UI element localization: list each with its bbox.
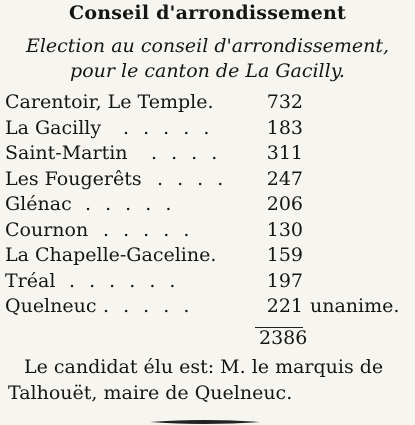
vote-count: 247	[266, 167, 303, 190]
vote-count: 183	[266, 116, 303, 139]
vote-count: 159	[266, 244, 303, 266]
vote-count: 197	[266, 269, 303, 292]
commune-name: Glénac	[5, 193, 72, 215]
vote-count: 221	[266, 295, 303, 317]
subtitle-line-2: pour le canton de La Gacilly.	[70, 60, 345, 82]
result-row	[5, 90, 405, 116]
leader-dots: . . . . .	[85, 193, 176, 215]
commune-name: Quelneuc	[5, 295, 97, 317]
unanimous-note: unanime.	[310, 295, 400, 317]
vote-count: 206	[266, 193, 303, 215]
leader-dots: . . . . .	[103, 218, 194, 241]
leader-dots: . . . . . .	[69, 269, 180, 292]
leader-dots: . . . .	[151, 142, 222, 164]
commune-name: Carentoir, Le Temple.	[5, 91, 214, 113]
vote-count: 311	[266, 142, 303, 164]
result-row	[5, 269, 405, 295]
leader-dots: . . . .	[157, 167, 228, 190]
vote-count: 130	[266, 218, 303, 241]
result-row	[5, 192, 405, 218]
commune-name: La Chapelle-Gaceline.	[5, 244, 217, 266]
vote-total: 2386	[259, 327, 308, 349]
result-row	[5, 243, 405, 269]
conclusion-line-2: Talhouët, maire de Quelneuc.	[8, 382, 293, 404]
commune-name: Les Fougerêts	[5, 167, 142, 190]
commune-name: Saint-Martin	[5, 142, 128, 164]
results-table	[5, 90, 405, 320]
vote-count: 732	[266, 91, 303, 113]
result-row	[5, 167, 405, 193]
leader-dots: . . . . .	[103, 295, 194, 317]
commune-name: La Gacilly	[5, 116, 102, 139]
result-row	[5, 218, 405, 244]
commune-name: Cournon	[5, 218, 89, 241]
conclusion-paragraph	[8, 354, 408, 406]
conclusion-line-1: Le candidat élu est: M. le marquis de	[24, 356, 384, 378]
result-row	[5, 116, 405, 142]
subtitle-line-1: Election au conseil d'arrondissement,	[25, 35, 390, 57]
ornament-divider	[150, 419, 260, 425]
section-heading: Conseil d'arrondissement	[69, 2, 346, 24]
leader-dots: . . . . .	[123, 116, 214, 139]
commune-name: Tréal	[5, 269, 56, 292]
result-row	[5, 141, 405, 167]
result-row	[5, 294, 405, 320]
